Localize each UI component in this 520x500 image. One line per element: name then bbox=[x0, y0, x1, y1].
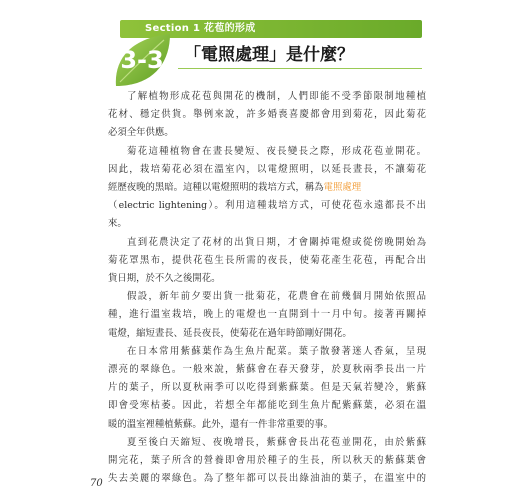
text-line: 片的葉子，所以夏秋兩季可以吃得到紫蘇葉。但是天氣若變冷，紫蘇 bbox=[108, 382, 426, 394]
paragraph bbox=[108, 88, 426, 143]
text-line: 夏至後白天縮短、夜晚增長，紫蘇會長出花苞並開花，由於紫蘇 bbox=[127, 436, 426, 448]
text-line: 種，進行溫室栽培，晚上的電燈也一直開到十一月中旬。接著再關掉 bbox=[108, 309, 426, 321]
paragraph bbox=[108, 434, 426, 489]
text-line: 開完花，葉子所含的營養即會用於種子的生長，所以秋天的紫蘇葉會 bbox=[108, 455, 426, 467]
title-underline bbox=[178, 68, 422, 69]
text-line: 失去美麗的翠綠色。為了整年都可以長出綠油油的葉子，在溫室中的 bbox=[108, 473, 426, 485]
text-line: 必須全年供應。 bbox=[108, 127, 174, 139]
text-line: 花材、穩定供貨。舉例來說，許多婚喪喜慶都會用到菊花，因此菊花 bbox=[108, 109, 426, 121]
text-line: 來。 bbox=[108, 218, 127, 230]
highlighted-term: 電照處理 bbox=[323, 182, 362, 194]
text-line: 了解植物形成花苞與開花的機制，人們即能不受季節限制地種植 bbox=[127, 91, 426, 102]
paragraph bbox=[108, 234, 426, 289]
text-line: 在日本常用紫蘇葉作為生魚片配菜。葉子散發著迷人香氣，呈現 bbox=[127, 345, 426, 357]
text-line: 菊花罩黑布，提供花苞生長所需的夜長，使菊花產生花苞，再配合出 bbox=[108, 254, 426, 266]
page-title: 「電照處理」是什麼？ bbox=[184, 45, 354, 65]
text-line: 漂亮的翠綠色。一般來說，紫蘇會在春天發芽，於夏秋兩季長出一片 bbox=[108, 364, 426, 376]
text-line: 直到花農決定了花材的出貨日期，才會關掉電燈或從傍晚開始為 bbox=[127, 236, 426, 248]
paragraph bbox=[108, 288, 426, 343]
article-body bbox=[108, 88, 426, 488]
text-line: 暖的溫室裡種植紫蘇。此外，還有一件非常重要的事。 bbox=[108, 418, 334, 430]
text-line bbox=[108, 179, 426, 197]
text-line: 即會受寒枯萎。因此，若想全年都能吃到生魚片配紫蘇葉，必須在溫 bbox=[108, 400, 426, 412]
section-label: Section 1 花苞的形成 bbox=[145, 23, 256, 34]
text-line: （electric lightening）。利用這種栽培方式，可使花苞永遠都長不出 bbox=[108, 200, 426, 212]
text-line: 因此，栽培菊花必須在溫室內，以電燈照明，以延長晝長，不讓菊花 bbox=[108, 163, 426, 175]
text-line: 電燈，縮短晝長、延長夜長，使菊花在過年時節剛好開花。 bbox=[108, 327, 352, 339]
text-line: 菊花這種植物會在晝長變短、夜長變長之際，形成花苞並開花。 bbox=[127, 145, 426, 157]
page-number: 70 bbox=[90, 478, 103, 489]
text-segment: 經歷夜晚的黑暗。這種以電燈照明的栽培方式，稱為 bbox=[108, 182, 324, 194]
text-line: 貨日期，於不久之後開花。 bbox=[108, 273, 221, 285]
chapter-number: 3-3 bbox=[120, 46, 164, 74]
paragraph bbox=[108, 143, 426, 234]
paragraph bbox=[108, 343, 426, 434]
text-line: 假設，新年前夕要出貨一批菊花，花農會在前幾個月開始依照品 bbox=[127, 291, 426, 303]
